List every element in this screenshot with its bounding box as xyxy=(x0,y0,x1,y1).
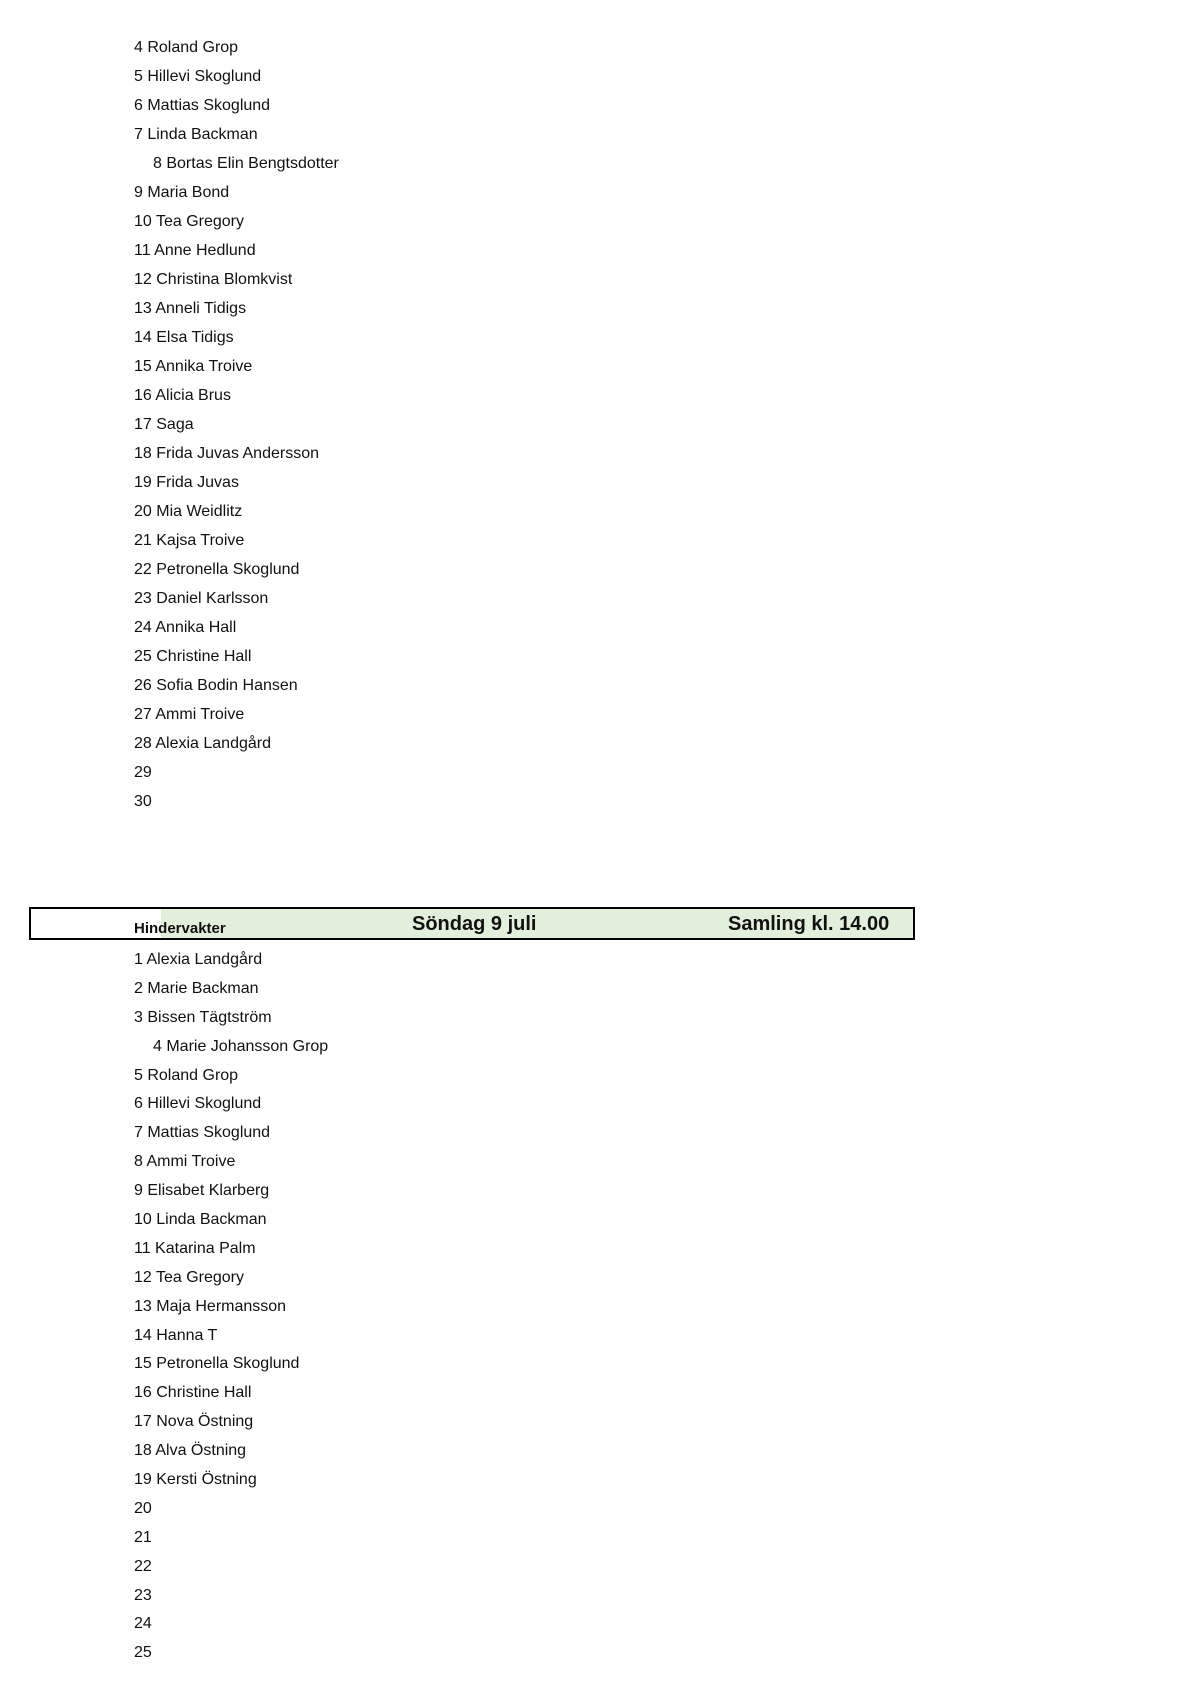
list-item: 6 Hillevi Skoglund xyxy=(134,1095,262,1113)
list-item: 9 Maria Bond xyxy=(134,184,230,201)
list-item: 20 Mia Weidlitz xyxy=(134,503,243,520)
list-item: 11 Katarina Palm xyxy=(134,1239,256,1257)
list-item: 8 Ammi Troive xyxy=(134,1153,236,1171)
list-item: 25 Christine Hall xyxy=(134,648,252,665)
list-item: 5 Roland Grop xyxy=(134,1066,239,1084)
list-item: 1 Alexia Landgård xyxy=(134,951,263,968)
list-item: 14 Hanna T xyxy=(134,1326,218,1344)
list-item: 17 Nova Östning xyxy=(134,1413,254,1431)
list-item: 28 Alexia Landgård xyxy=(134,735,271,752)
list-item: 29 xyxy=(134,764,152,781)
list-item: 10 Linda Backman xyxy=(134,1211,267,1229)
list-item: 23 Daniel Karlsson xyxy=(134,590,269,607)
list-item: 26 Sofia Bodin Hansen xyxy=(134,677,298,694)
list-item: 24 Annika Hall xyxy=(134,619,237,636)
list-item: 18 Frida Juvas Andersson xyxy=(134,445,319,462)
list-item: 3 Bissen Tägtström xyxy=(134,1008,272,1026)
list-item: 21 xyxy=(134,1528,152,1546)
list-item: 17 Saga xyxy=(134,416,194,433)
list-item: 25 xyxy=(134,1644,152,1662)
list-item: 4 Marie Johansson Grop xyxy=(153,1037,329,1055)
list-item: 20 xyxy=(134,1499,152,1517)
list-item: 4 Roland Grop xyxy=(134,39,239,56)
section-header xyxy=(29,907,915,940)
volunteer-list-2 xyxy=(134,946,328,1668)
list-item: 30 xyxy=(134,793,152,810)
event-day: Söndag 9 juli xyxy=(412,913,537,935)
list-item: 27 Ammi Troive xyxy=(134,706,245,723)
list-item: 6 Mattias Skoglund xyxy=(134,97,271,114)
list-item: 21 Kajsa Troive xyxy=(134,532,245,549)
list-item: 14 Elsa Tidigs xyxy=(134,329,234,346)
list-item: 16 Christine Hall xyxy=(134,1384,252,1402)
list-item: 7 Linda Backman xyxy=(134,126,258,143)
list-item: 23 xyxy=(134,1586,152,1604)
list-item: 10 Tea Gregory xyxy=(134,213,244,230)
list-item: 19 Frida Juvas xyxy=(134,474,239,491)
list-item: 12 Tea Gregory xyxy=(134,1268,244,1286)
volunteer-list-1 xyxy=(134,33,339,816)
list-item: 5 Hillevi Skoglund xyxy=(134,68,262,85)
list-item: 11 Anne Hedlund xyxy=(134,242,256,259)
list-item: 13 Maja Hermansson xyxy=(134,1297,287,1315)
list-item: 18 Alva Östning xyxy=(134,1442,247,1460)
list-item: 12 Christina Blomkvist xyxy=(134,271,293,288)
list-item: 22 Petronella Skoglund xyxy=(134,561,300,578)
list-item: 16 Alicia Brus xyxy=(134,387,231,404)
list-item: 24 xyxy=(134,1615,152,1633)
list-item: 19 Kersti Östning xyxy=(134,1471,257,1489)
list-item: 2 Marie Backman xyxy=(134,979,259,997)
list-item: 9 Elisabet Klarberg xyxy=(134,1182,270,1200)
list-item: 15 Petronella Skoglund xyxy=(134,1355,300,1373)
section-title: Hindervakter xyxy=(134,920,226,937)
gathering-time: Samling kl. 14.00 xyxy=(728,913,890,935)
list-item: 15 Annika Troive xyxy=(134,358,253,375)
list-item: 8 Bortas Elin Bengtsdotter xyxy=(153,155,339,172)
list-item: 7 Mattias Skoglund xyxy=(134,1124,271,1142)
list-item: 22 xyxy=(134,1557,152,1575)
list-item: 13 Anneli Tidigs xyxy=(134,300,247,317)
